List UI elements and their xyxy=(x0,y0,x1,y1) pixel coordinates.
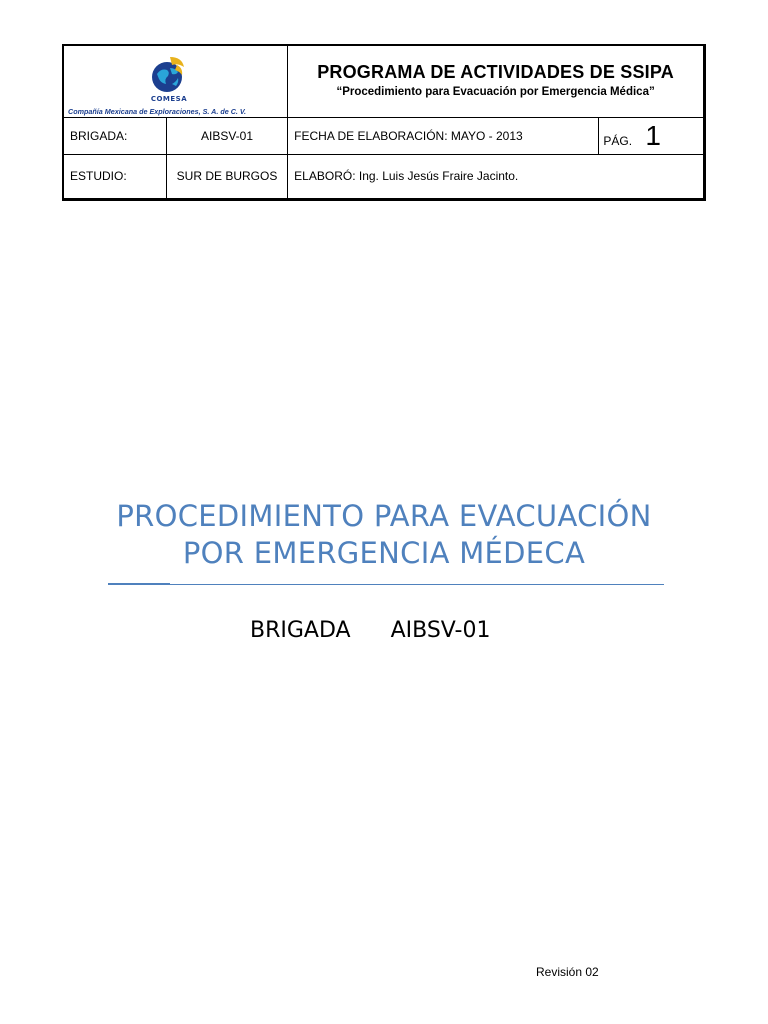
company-logo xyxy=(64,46,264,118)
brigada-label: BRIGADA: xyxy=(63,117,166,154)
page-number: 1 xyxy=(645,119,661,151)
document-title xyxy=(40,498,728,572)
logo-cell xyxy=(63,45,288,117)
brigada-value: AIBSV-01 xyxy=(166,117,287,154)
estudio-value: SUR DE BURGOS xyxy=(166,154,287,199)
revision-label: Revisión 02 xyxy=(536,965,599,979)
document-title-line-2: POR EMERGENCIA MÉDECA xyxy=(182,536,586,570)
brigada-line-value: AIBSV-01 xyxy=(390,618,491,643)
logo-company-name: Compañía Mexicana de Exploraciones, S. A. de C. V. xyxy=(68,107,247,116)
header-title-cell xyxy=(288,45,705,117)
fecha-elaboracion: FECHA DE ELABORACIÓN: MAYO - 2013 xyxy=(288,117,599,154)
program-title: PROGRAMA DE ACTIVIDADES DE SSIPA xyxy=(317,62,674,82)
brigada-line xyxy=(250,618,490,643)
document-header-table xyxy=(62,44,706,201)
title-divider xyxy=(108,584,664,585)
globe-logo-icon xyxy=(148,54,190,96)
title-divider-accent xyxy=(108,583,170,585)
program-subtitle: “Procedimiento para Evacuación por Emergencia Médica” xyxy=(336,86,655,98)
document-title-line-1: PROCEDIMIENTO PARA EVACUACIÓN xyxy=(116,499,652,533)
page-number-cell xyxy=(599,117,705,154)
elaboro-field: ELABORÓ: Ing. Luis Jesús Fraire Jacinto. xyxy=(288,154,705,199)
page-label: PÁG. xyxy=(603,133,633,148)
estudio-label: ESTUDIO: xyxy=(63,154,166,199)
brigada-line-label: BRIGADA xyxy=(250,618,351,643)
logo-brand-text: COMESA xyxy=(150,95,188,103)
